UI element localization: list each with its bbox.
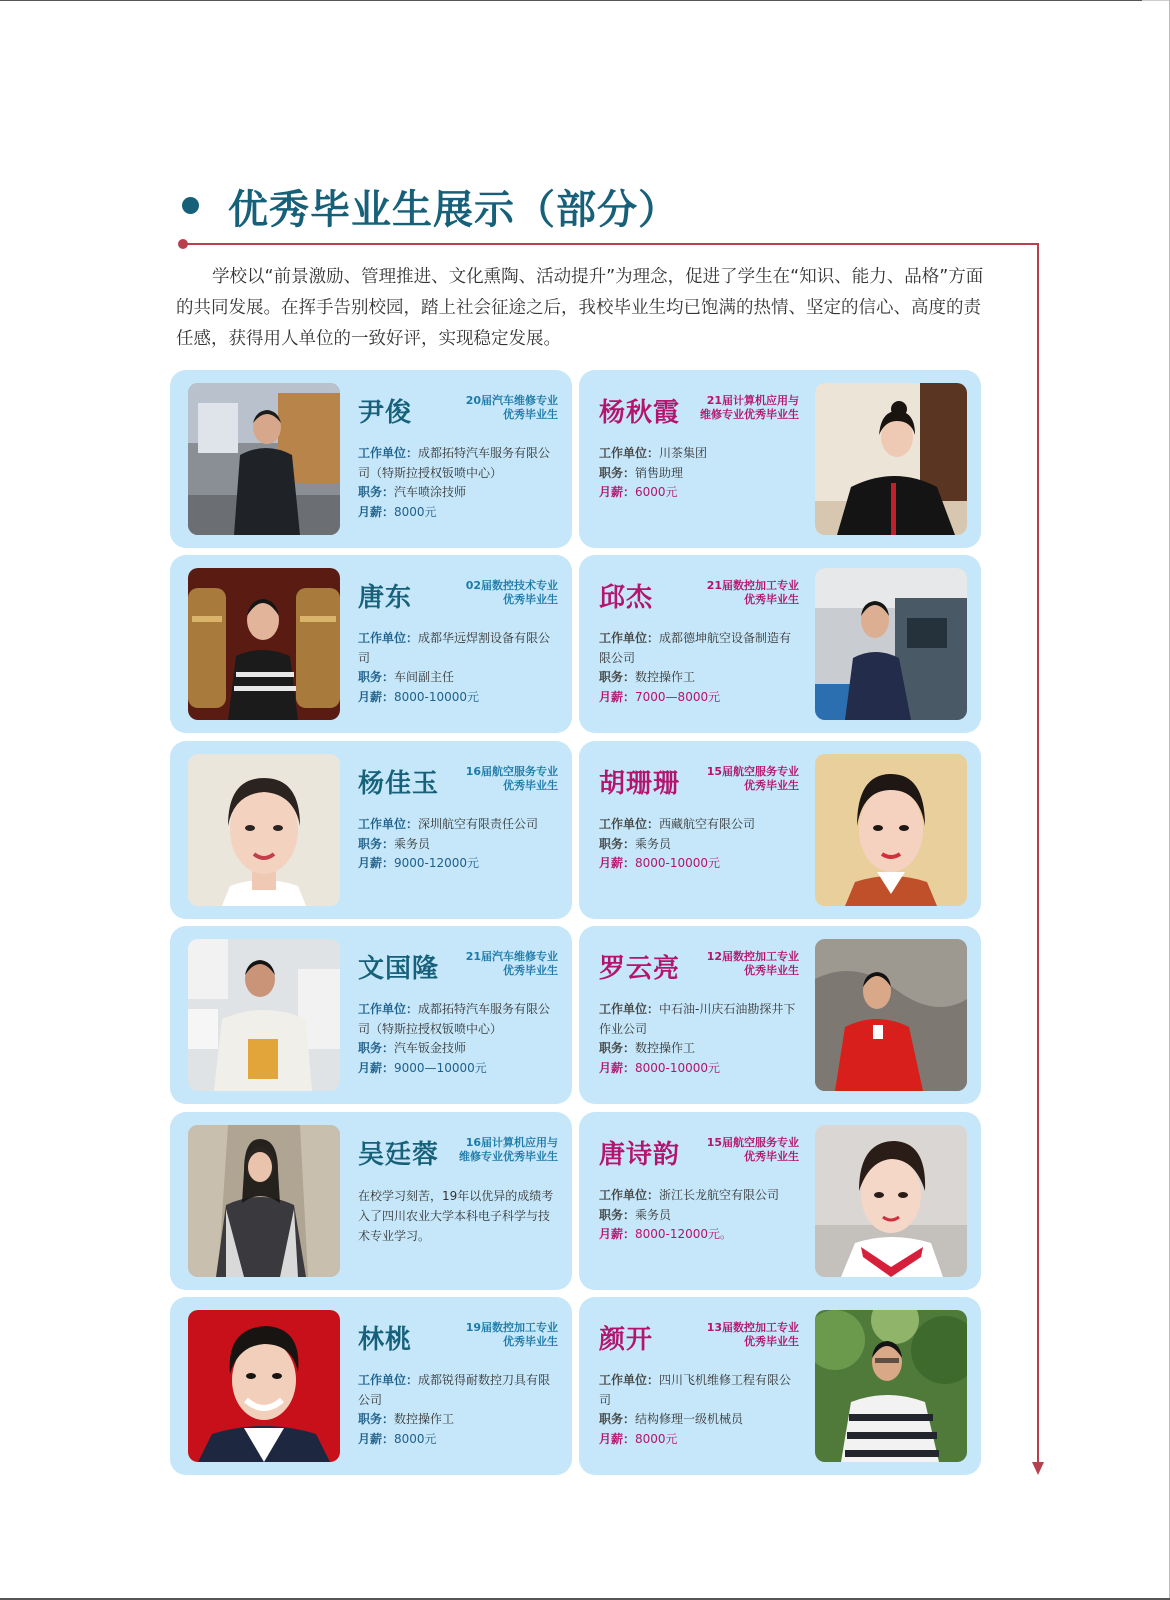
- graduate-name: 尹俊: [358, 398, 413, 428]
- graduate-info: [599, 1126, 799, 1276]
- graduate-class-tag: 19届数控加工专业 优秀毕业生: [465, 1321, 558, 1348]
- salary-line: 月薪：8000-10000元: [358, 689, 480, 704]
- graduate-info: [358, 940, 558, 1090]
- salary-line: 月薪：8000-10000元: [599, 1060, 721, 1075]
- graduate-details: [599, 1371, 799, 1449]
- graduate-class-tag: 21届计算机应用与 维修专业优秀毕业生: [700, 394, 799, 421]
- position-line: 职务：汽车钣金技师: [358, 1041, 467, 1055]
- salary-line: 月薪：6000元: [599, 485, 678, 499]
- graduate-photo: [188, 568, 340, 720]
- graduate-card: [579, 555, 981, 733]
- salary-line: 月薪：8000-10000元: [599, 856, 721, 870]
- graduate-name: 杨秋霞: [599, 398, 681, 428]
- position-line: 职务：汽车喷涂技师: [358, 485, 467, 499]
- graduate-class-tag: 16届计算机应用与 维修专业优秀毕业生: [459, 1136, 558, 1163]
- graduate-photo: [815, 568, 967, 720]
- graduate-card: [579, 741, 981, 919]
- graduate-details: [599, 1000, 799, 1078]
- graduate-details: [358, 444, 558, 522]
- graduate-card: [170, 370, 572, 548]
- header-rule-dot: [178, 239, 188, 249]
- graduate-class-tag: 16届航空服务专业 优秀毕业生: [465, 765, 558, 792]
- position-line: 职务：数控操作工: [358, 1412, 455, 1426]
- company-line: 工作单位：中石油-川庆石油勘探井下作业公司: [599, 1002, 796, 1036]
- position-line: 职务：乘务员: [599, 1207, 672, 1222]
- page-border-top: [0, 0, 1142, 1]
- header-rule: [182, 243, 1039, 245]
- position-line: 职务：乘务员: [358, 836, 431, 851]
- portrait-icon: [815, 383, 967, 535]
- salary-line: 月薪：8000-12000元。: [599, 1227, 733, 1241]
- graduate-details: [358, 1371, 558, 1449]
- company-line: 工作单位：浙江长龙航空有限公司: [599, 1188, 780, 1202]
- graduate-name: 吴廷蓉: [358, 1140, 440, 1170]
- company-line: 工作单位：深圳航空有限责任公司: [358, 817, 539, 831]
- graduate-name: 罗云亮: [599, 954, 681, 984]
- portrait-icon: [815, 939, 967, 1091]
- salary-line: 月薪：8000元: [358, 504, 437, 519]
- portrait-icon: [815, 754, 967, 906]
- graduate-name: 文国隆: [358, 954, 440, 984]
- graduate-name: 林桃: [358, 1325, 413, 1355]
- graduate-photo: [815, 1310, 967, 1462]
- graduate-name: 邱杰: [599, 583, 654, 613]
- page-border-top-light: [1142, 0, 1170, 1]
- graduate-details: [599, 629, 799, 707]
- graduate-details: [358, 815, 558, 874]
- company-line: 工作单位：川茶集团: [599, 446, 708, 460]
- graduate-card: [579, 1297, 981, 1475]
- company-line: 工作单位：成都华远焊割设备有限公司: [358, 631, 551, 665]
- graduate-info: [358, 569, 558, 719]
- graduate-class-tag: 02届数控技术专业 优秀毕业生: [465, 579, 558, 606]
- title-bullet-icon: [182, 197, 199, 214]
- graduate-photo: [188, 1125, 340, 1277]
- graduate-photo: [188, 754, 340, 906]
- graduate-class-tag: 21届汽车维修专业 优秀毕业生: [465, 950, 558, 977]
- salary-line: 月薪：7000—8000元: [599, 689, 721, 704]
- graduate-name: 胡珊珊: [599, 769, 681, 799]
- graduate-info: [599, 755, 799, 905]
- graduate-class-tag: 15届航空服务专业 优秀毕业生: [706, 765, 799, 792]
- graduate-photo: [188, 383, 340, 535]
- graduate-card: [170, 926, 572, 1104]
- graduate-name: 杨佳玉: [358, 769, 440, 799]
- position-line: 职务：车间副主任: [358, 670, 455, 684]
- graduate-info: [599, 569, 799, 719]
- graduate-details: [599, 444, 799, 503]
- portrait-icon: [188, 1125, 340, 1277]
- position-line: 职务：乘务员: [599, 836, 672, 851]
- graduate-details: [599, 815, 799, 874]
- graduate-photo: [815, 754, 967, 906]
- position-line: 职务：数控操作工: [599, 670, 696, 684]
- portrait-icon: [815, 1125, 967, 1277]
- graduate-name: 唐东: [358, 583, 413, 613]
- graduate-name: 唐诗韵: [599, 1140, 681, 1170]
- company-line: 工作单位：四川飞机维修工程有限公司: [599, 1373, 792, 1407]
- position-line: 职务：数控操作工: [599, 1041, 696, 1055]
- graduate-class-tag: 15届航空服务专业 优秀毕业生: [706, 1136, 799, 1163]
- portrait-icon: [188, 939, 340, 1091]
- graduate-info: [599, 384, 799, 534]
- graduate-card: [579, 370, 981, 548]
- graduate-description: 在校学习刻苦，19年以优异的成绩考入了四川农业大学本科电子科学与技术专业学习。: [358, 1189, 554, 1243]
- graduate-details: [358, 1000, 558, 1078]
- graduate-photo: [188, 1310, 340, 1462]
- company-line: 工作单位：成都拓特汽车服务有限公司（特斯拉授权钣喷中心）: [358, 446, 551, 480]
- graduate-info: [358, 384, 558, 534]
- salary-line: 月薪：8000元: [599, 1431, 678, 1446]
- portrait-icon: [188, 754, 340, 906]
- portrait-icon: [188, 568, 340, 720]
- graduate-card: [579, 926, 981, 1104]
- graduate-card: [170, 1112, 572, 1290]
- graduate-class-tag: 21届数控加工专业 优秀毕业生: [706, 579, 799, 606]
- portrait-icon: [815, 1310, 967, 1462]
- position-line: 职务：销售助理: [599, 465, 684, 480]
- graduate-info: [358, 755, 558, 905]
- company-line: 工作单位：成都锐得耐数控刀具有限公司: [358, 1373, 551, 1407]
- intro-paragraph: 学校以“前景激励、管理推进、文化熏陶、活动提升”为理念，促进了学生在“知识、能力、品格”方面的共同发展。在挥手告别校园，踏上社会征途之后，我校毕业生均已饱满的热情、坚定的信心、高度的责任感，获得用人单位的一致好评，实现稳定发展。: [176, 267, 984, 349]
- graduate-info: [599, 940, 799, 1090]
- salary-line: 月薪：9000-12000元: [358, 856, 480, 870]
- graduate-details: [358, 629, 558, 707]
- graduate-name: 颜开: [599, 1325, 654, 1355]
- portrait-icon: [188, 1310, 340, 1462]
- graduate-class-tag: 20届汽车维修专业 优秀毕业生: [465, 394, 558, 421]
- graduate-card: [170, 555, 572, 733]
- graduate-class-tag: 12届数控加工专业 优秀毕业生: [706, 950, 799, 977]
- position-line: 职务：结构修理一级机械员: [599, 1412, 744, 1426]
- graduate-info: [358, 1126, 558, 1276]
- side-rule: [1037, 243, 1039, 1463]
- graduate-details: [599, 1186, 799, 1245]
- graduate-photo: [815, 383, 967, 535]
- graduate-photo: [815, 1125, 967, 1277]
- page-title: 优秀毕业生展示（部分）: [228, 187, 679, 233]
- company-line: 工作单位：西藏航空有限公司: [599, 817, 756, 831]
- graduate-info: [599, 1311, 799, 1461]
- arrow-down-icon: [1032, 1462, 1044, 1475]
- graduate-card: [170, 1297, 572, 1475]
- company-line: 工作单位：成都德坤航空设备制造有限公司: [599, 631, 792, 665]
- graduate-info: [358, 1311, 558, 1461]
- graduate-photo: [815, 939, 967, 1091]
- graduate-class-tag: 13届数控加工专业 优秀毕业生: [706, 1321, 799, 1348]
- portrait-icon: [815, 568, 967, 720]
- graduate-card: [579, 1112, 981, 1290]
- salary-line: 月薪：9000—10000元: [358, 1060, 487, 1075]
- graduate-photo: [188, 939, 340, 1091]
- salary-line: 月薪：8000元: [358, 1431, 437, 1446]
- graduate-card: [170, 741, 572, 919]
- portrait-icon: [188, 383, 340, 535]
- company-line: 工作单位：成都拓特汽车服务有限公司（特斯拉授权钣喷中心）: [358, 1002, 551, 1036]
